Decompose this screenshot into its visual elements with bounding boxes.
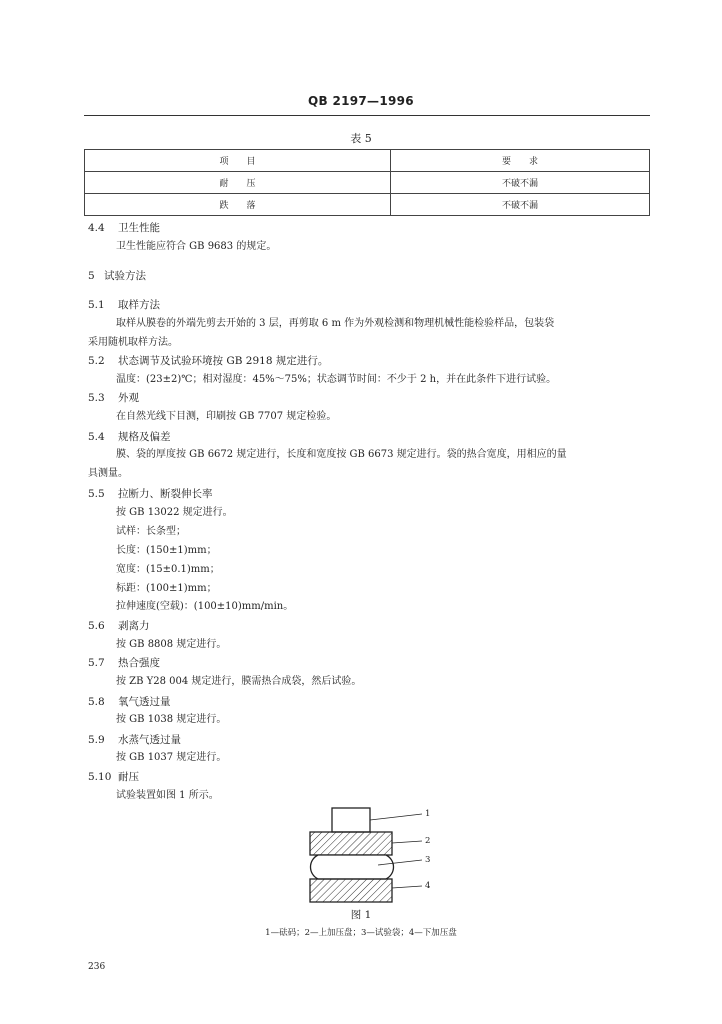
section-5-5-text-line: 长度：(150±1)mm； bbox=[116, 545, 217, 556]
section-title: 剥离力 bbox=[118, 620, 150, 632]
section-5-4-text-line: 具测量。 bbox=[88, 468, 128, 479]
section-5-5-heading bbox=[88, 487, 213, 501]
section-title: 规格及偏差 bbox=[118, 431, 171, 443]
section-title: 耐压 bbox=[118, 771, 139, 783]
table-row bbox=[85, 172, 650, 194]
section-5-5-text-line: 拉伸速度(空载)：(100±10)mm/min。 bbox=[116, 601, 294, 612]
section-5-6-heading bbox=[88, 619, 150, 633]
section-5-10-text: 试验装置如图 1 所示。 bbox=[116, 790, 219, 801]
table-row bbox=[85, 194, 650, 216]
page-number: 236 bbox=[88, 962, 106, 972]
table-cell-item: 跌 落 bbox=[85, 194, 391, 216]
callout-line-4 bbox=[392, 886, 422, 888]
section-number: 5.7 bbox=[88, 657, 105, 669]
section-title: 卫生性能 bbox=[118, 222, 160, 234]
section-number: 4.4 bbox=[88, 222, 105, 234]
callout-label-2: 2 bbox=[425, 836, 431, 846]
section-number: 5.8 bbox=[88, 696, 105, 708]
section-4-4-heading bbox=[88, 221, 160, 235]
figure-1-title: 图 1 bbox=[350, 909, 372, 921]
section-5-7-text: 按 ZB Y28 004 规定进行，膜需热合成袋，然后试验。 bbox=[116, 676, 362, 687]
section-5-5-text-line: 试样：长条型； bbox=[116, 526, 186, 537]
section-5-10-heading bbox=[88, 770, 139, 784]
section-title: 试验方法 bbox=[104, 270, 146, 282]
section-number: 5.2 bbox=[88, 355, 105, 367]
header-rule bbox=[84, 115, 650, 116]
upper-pressure-plate bbox=[310, 832, 392, 855]
section-5-4-text-line: 膜、袋的厚度按 GB 6672 规定进行，长度和宽度按 GB 6673 规定进行。袋的热合宽度，用相应的量 bbox=[116, 449, 567, 460]
section-title: 氧气透过量 bbox=[118, 696, 171, 708]
section-number: 5.3 bbox=[88, 392, 105, 404]
section-number: 5 bbox=[88, 270, 95, 282]
document-header: QB 2197—1996 bbox=[308, 94, 414, 108]
section-number: 5.1 bbox=[88, 299, 105, 311]
section-title: 拉断力、断裂伸长率 bbox=[118, 488, 213, 500]
section-5-3-text: 在自然光线下目测，印刷按 GB 7707 规定检验。 bbox=[116, 411, 337, 422]
section-5-9-text: 按 GB 1037 规定进行。 bbox=[116, 752, 227, 763]
section-title: 热合强度 bbox=[118, 657, 160, 669]
section-title: 水蒸气透过量 bbox=[118, 734, 181, 746]
section-title: 状态调节及试验环境按 GB 2918 规定进行。 bbox=[118, 355, 329, 367]
table-header-row bbox=[85, 150, 650, 172]
table-cell-requirement: 不破不漏 bbox=[391, 172, 650, 194]
callout-label-4: 4 bbox=[425, 881, 431, 891]
table-5 bbox=[84, 149, 650, 216]
table-cell-requirement: 不破不漏 bbox=[391, 194, 650, 216]
section-5-5-text-line: 标距：(100±1)mm； bbox=[116, 583, 217, 594]
callout-line-2 bbox=[392, 841, 422, 843]
section-5-8-text: 按 GB 1038 规定进行。 bbox=[116, 714, 227, 725]
section-5-1-text-line: 取样从膜卷的外端先剪去开始的 3 层，再剪取 6 m 作为外观检测和物理机械性能检验样品，包装袋 bbox=[116, 318, 555, 329]
table-5-title: 表 5 bbox=[350, 132, 372, 145]
callout-label-1: 1 bbox=[425, 809, 431, 819]
section-5-2-heading bbox=[88, 354, 328, 368]
section-5-9-heading bbox=[88, 733, 181, 747]
section-5-6-text: 按 GB 8808 规定进行。 bbox=[116, 639, 227, 650]
section-number: 5.10 bbox=[88, 771, 112, 783]
section-5-5-text-line: 按 GB 13022 规定进行。 bbox=[116, 507, 233, 518]
callout-line-1 bbox=[370, 814, 422, 820]
section-5-4-heading bbox=[88, 430, 171, 444]
section-5-heading bbox=[88, 269, 146, 283]
section-5-2-text: 温度：(23±2)℃；相对湿度：45%～75%；状态调节时间：不少于 2 h，并在此条件下进行试验。 bbox=[116, 374, 557, 385]
table-header-requirement: 要 求 bbox=[391, 150, 650, 172]
lower-pressure-plate bbox=[310, 879, 392, 902]
table-cell-item: 耐 压 bbox=[85, 172, 391, 194]
section-number: 5.4 bbox=[88, 431, 105, 443]
table-header-item: 项 目 bbox=[85, 150, 391, 172]
section-number: 5.5 bbox=[88, 488, 105, 500]
section-number: 5.6 bbox=[88, 620, 105, 632]
section-title: 外观 bbox=[118, 392, 139, 404]
section-5-3-heading bbox=[88, 391, 139, 405]
section-number: 5.9 bbox=[88, 734, 105, 746]
weight-block bbox=[332, 808, 370, 832]
section-5-5-text-line: 宽度：(15±0.1)mm； bbox=[116, 564, 220, 575]
section-5-7-heading bbox=[88, 656, 160, 670]
test-bag bbox=[311, 855, 394, 879]
section-5-1-heading bbox=[88, 298, 160, 312]
figure-1-caption: 1—砝码；2—上加压盘；3—试验袋；4—下加压盘 bbox=[265, 928, 457, 938]
section-title: 取样方法 bbox=[118, 299, 160, 311]
section-5-8-heading bbox=[88, 695, 171, 709]
section-5-1-text-line: 采用随机取样方法。 bbox=[88, 337, 178, 348]
section-4-4-text: 卫生性能应符合 GB 9683 的规定。 bbox=[116, 241, 277, 252]
callout-label-3: 3 bbox=[425, 855, 431, 865]
